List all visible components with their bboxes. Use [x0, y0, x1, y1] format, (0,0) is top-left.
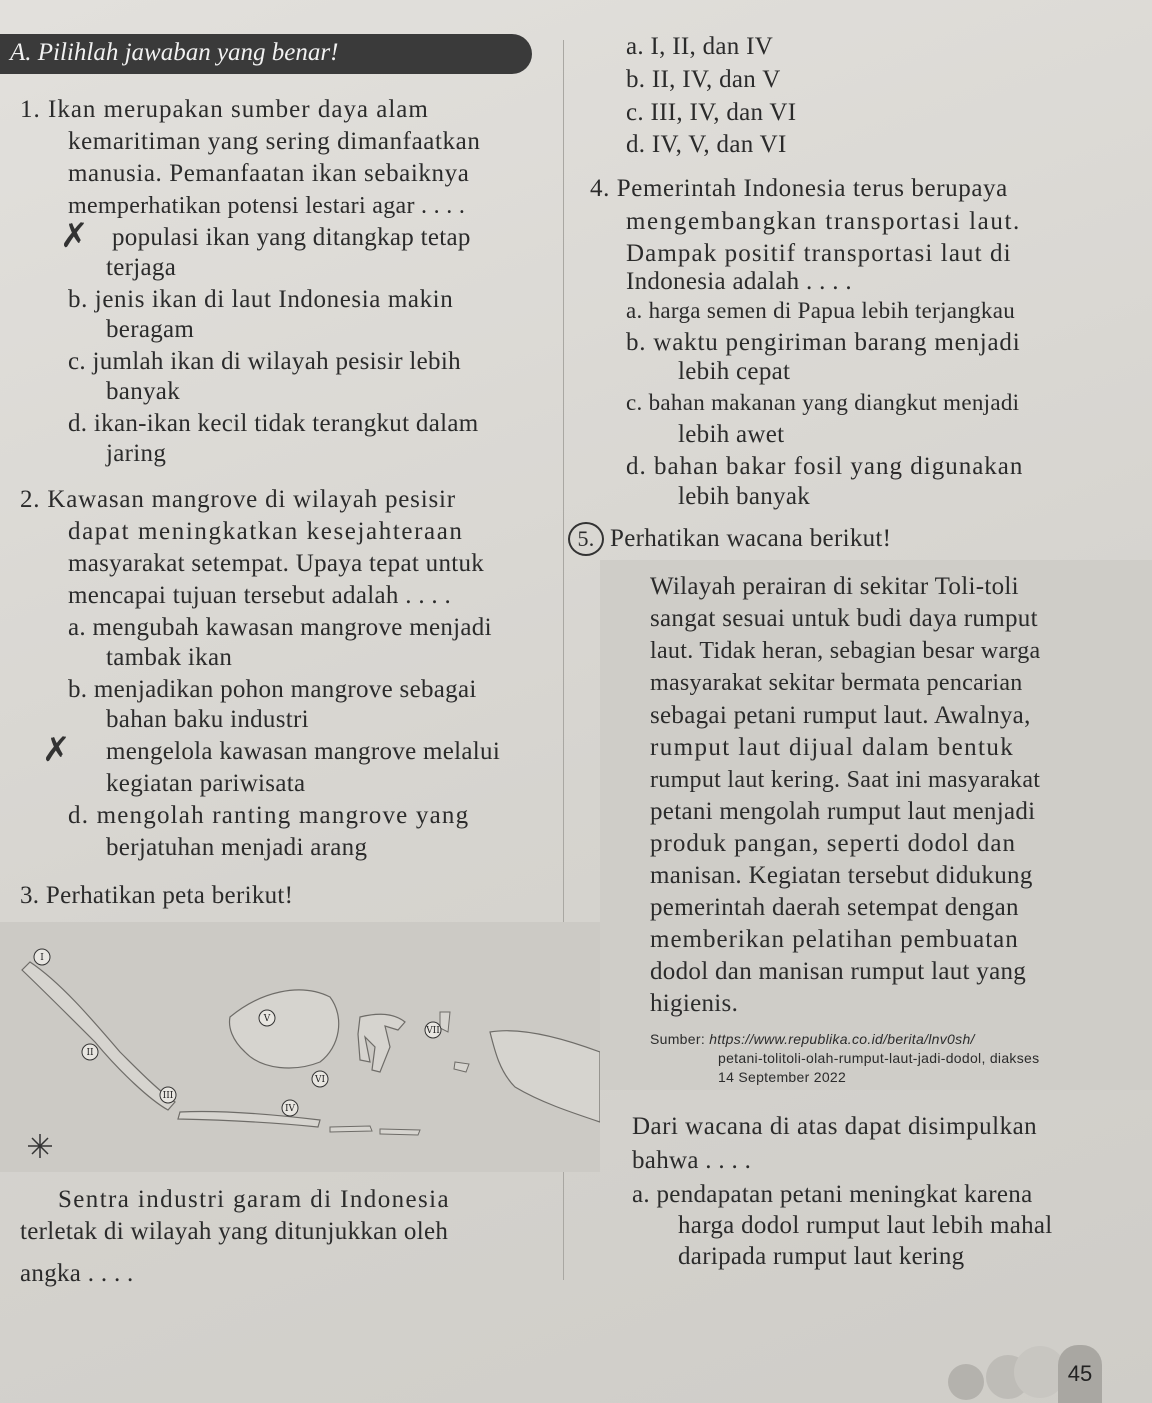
passage-source-3: 14 September 2022	[718, 1069, 847, 1085]
map-label-VI: VI	[314, 1075, 326, 1085]
passage-source-1	[650, 1030, 975, 1048]
answer-cross-mark: ✗	[42, 730, 71, 770]
passage-line: produk pangan, seperti dodol dan	[650, 830, 1016, 857]
q5-prompt-2: bahwa . . . .	[632, 1147, 752, 1174]
map-label-V: V	[263, 1014, 271, 1024]
q4-stem-4: Indonesia adalah . . . .	[626, 268, 852, 295]
q2-option-b-1[interactable]: b. menjadikan pohon mangrove sebagai	[68, 676, 477, 703]
q3-prompt-1: Sentra industri garam di Indonesia	[58, 1186, 450, 1213]
passage-line: rumput laut kering. Saat ini masyarakat	[650, 767, 1041, 793]
passage-line: petani mengolah rumput laut menjadi	[650, 798, 1036, 825]
q5-number: 5.	[568, 522, 604, 556]
q4-option-c-2: lebih awet	[678, 421, 785, 448]
answer-cross-mark: ✗	[60, 216, 89, 256]
q2-option-c-1[interactable]: mengelola kawasan mangrove melalui	[106, 738, 501, 765]
q3-option-a[interactable]: a. I, II, dan IV	[626, 33, 774, 60]
section-header	[0, 34, 532, 74]
q2-stem-1: 2. Kawasan mangrove di wilayah pesisir	[20, 486, 456, 513]
page-number: 45	[1058, 1345, 1102, 1403]
q3-prompt-2: terletak di wilayah yang ditunjukkan oleh	[20, 1218, 449, 1245]
decorative-dot	[948, 1364, 984, 1400]
q3-option-c[interactable]: c. III, IV, dan VI	[626, 99, 797, 126]
q4-option-a[interactable]: a. harga semen di Papua lebih terjangkau	[626, 298, 1016, 323]
passage-line: Wilayah perairan di sekitar Toli-toli	[650, 573, 1019, 600]
passage-line: laut. Tidak heran, sebagian besar warga	[650, 638, 1041, 664]
q1-stem-2: kemaritiman yang sering dimanfaatkan	[68, 128, 481, 155]
passage-line: masyarakat sekitar bermata pencarian	[650, 670, 1023, 696]
q4-stem-2: mengembangkan transportasi laut.	[626, 208, 1021, 235]
q4-option-d-1[interactable]: d. bahan bakar fosil yang digunakan	[626, 453, 1024, 480]
passage-line: manisan. Kegiatan tersebut didukung	[650, 862, 1033, 889]
q2-option-a-2: tambak ikan	[106, 644, 233, 671]
q4-stem-1: 4. Pemerintah Indonesia terus berupaya	[590, 175, 1008, 202]
q3-prompt-3: angka . . . .	[20, 1260, 134, 1287]
passage-line: higienis.	[650, 990, 739, 1017]
q1-option-d-2: jaring	[106, 440, 167, 467]
q4-option-b-2: lebih cepat	[678, 358, 791, 385]
q1-option-c-2: banyak	[106, 378, 180, 405]
q3-option-b[interactable]: b. II, IV, dan V	[626, 66, 781, 93]
passage-line: sangat sesuai untuk budi daya rumput	[650, 605, 1038, 632]
q3-option-d[interactable]: d. IV, V, dan VI	[626, 131, 787, 158]
source-label: Sumber:	[650, 1031, 706, 1047]
map-label-III: III	[162, 1091, 174, 1101]
q2-option-b-2: bahan baku industri	[106, 706, 309, 733]
q2-stem-3: masyarakat setempat. Upaya tepat untuk	[68, 550, 485, 577]
passage-source-2: petani-tolitoli-olah-rumput-laut-jadi-dodol, diakses	[718, 1050, 1040, 1066]
map-label-II: II	[86, 1048, 94, 1058]
q2-option-c-2: kegiatan pariwisata	[106, 770, 306, 797]
q1-option-b-1[interactable]: b. jenis ikan di laut Indonesia makin	[68, 286, 454, 313]
q2-option-d-2: berjatuhan menjadi arang	[106, 834, 368, 861]
q1-option-b-2: beragam	[106, 316, 195, 343]
q4-option-b-1[interactable]: b. waktu pengiriman barang menjadi	[626, 329, 1021, 356]
q5-option-a-3: daripada rumput laut kering	[678, 1243, 965, 1270]
source-url: https://www.republika.co.id/berita/lnv0sh/	[709, 1031, 975, 1047]
passage-line: memberikan pelatihan pembuatan	[650, 926, 1019, 953]
q1-stem-3: manusia. Pemanfaatan ikan sebaiknya	[68, 160, 470, 187]
q1-stem-4: memperhatikan potensi lestari agar . . . .	[68, 193, 466, 219]
q2-option-a-1[interactable]: a. mengubah kawasan mangrove menjadi	[68, 614, 492, 641]
passage-line: sebagai petani rumput laut. Awalnya,	[650, 702, 1031, 729]
q1-stem-1: 1. Ikan merupakan sumber daya alam	[20, 96, 429, 123]
indonesia-map	[0, 922, 600, 1172]
section-title: A. Pilihlah jawaban yang benar!	[10, 39, 339, 66]
q5-option-a-2: harga dodol rumput laut lebih mahal	[678, 1212, 1053, 1239]
q5-header	[568, 522, 891, 556]
q1-option-a-1[interactable]: populasi ikan yang ditangkap tetap	[112, 224, 471, 251]
q4-option-c-1[interactable]: c. bahan makanan yang diangkut menjadi	[626, 390, 1020, 415]
passage-line: rumput laut dijual dalam bentuk	[650, 734, 1015, 761]
q5-intro: Perhatikan wacana berikut!	[610, 525, 892, 552]
map-label-VII: VII	[426, 1026, 440, 1036]
q1-option-c-1[interactable]: c. jumlah ikan di wilayah pesisir lebih	[68, 348, 461, 375]
q2-stem-2: dapat meningkatkan kesejahteraan	[68, 518, 464, 545]
q4-stem-3: Dampak positif transportasi laut di	[626, 240, 1012, 267]
q5-option-a-1[interactable]: a. pendapatan petani meningkat karena	[632, 1181, 1033, 1208]
q4-option-d-2: lebih banyak	[678, 483, 811, 510]
q5-prompt-1: Dari wacana di atas dapat disimpulkan	[632, 1113, 1038, 1140]
q2-option-d-1[interactable]: d. mengolah ranting mangrove yang	[68, 802, 470, 829]
passage-line: dodol dan manisan rumput laut yang	[650, 958, 1027, 985]
q1-option-a-2: terjaga	[106, 254, 177, 281]
q2-stem-4: mencapai tujuan tersebut adalah . . . .	[68, 582, 452, 609]
q1-option-d-1[interactable]: d. ikan-ikan kecil tidak terangkut dalam	[68, 410, 479, 437]
map-label-I: I	[40, 953, 44, 963]
map-label-IV: IV	[284, 1104, 296, 1114]
q3-stem: 3. Perhatikan peta berikut!	[20, 882, 294, 909]
passage-line: pemerintah daerah setempat dengan	[650, 894, 1019, 921]
